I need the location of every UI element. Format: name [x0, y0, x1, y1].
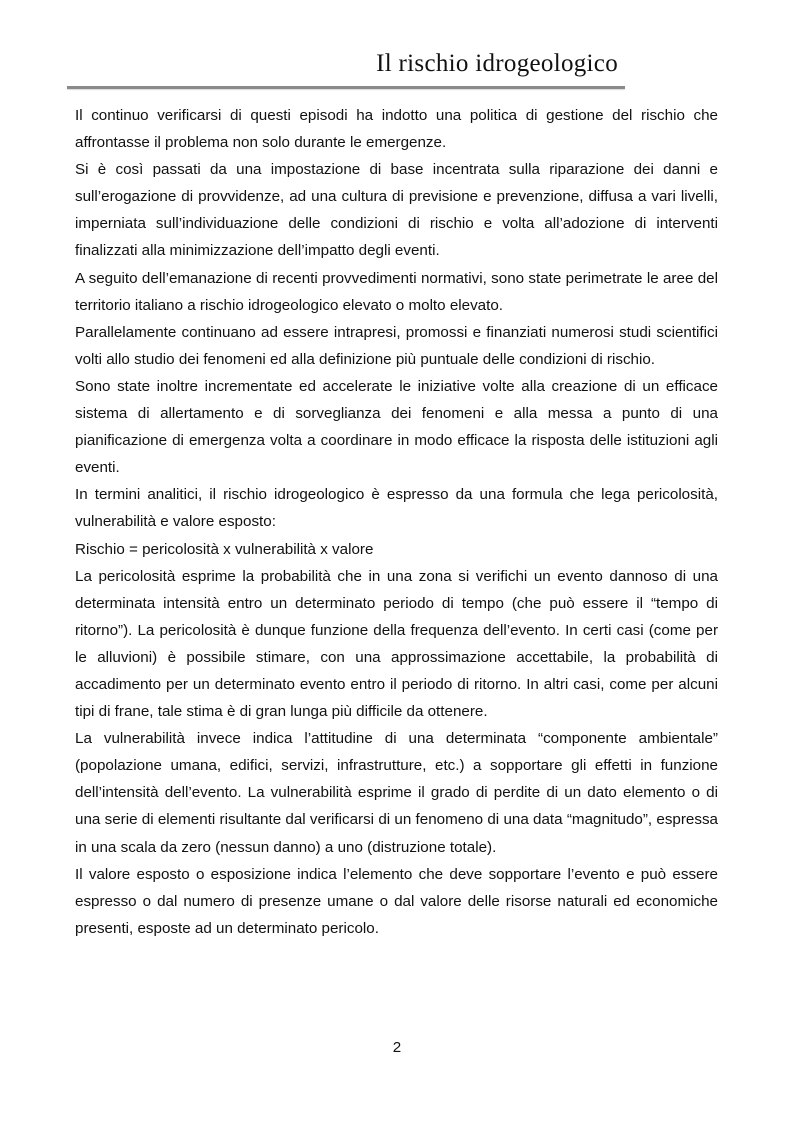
paragraph: A seguito dell’emanazione di recenti provvedimenti normativi, sono state perimetrate le aree del territorio italiano a rischio idrogeologico elevato o molto elevato.: [75, 269, 718, 314]
formula-line: Rischio = pericolosità x vulnerabilità x valore: [75, 540, 374, 558]
body-text: [75, 102, 718, 942]
paragraph: Si è così passati da una impostazione di base incentrata sulla riparazione dei danni e sull’erogazione di provvidenze, ad una cultura di previsione e prevenzione, diffusa a vari livelli, imperniata sull’individuazione delle condizioni di rischio e volta all’adozione di interventi finalizzati alla minimizzazione dell’impatto degli eventi.: [75, 161, 718, 260]
paragraph: Parallelamente continuano ad essere intrapresi, promossi e finanziati numerosi studi scientifici volti allo studio dei fenomeni ed alla definizione più puntuale delle condizioni di rischio.: [75, 323, 718, 368]
paragraph: In termini analitici, il rischio idrogeologico è espresso da una formula che lega pericolosità, vulnerabilità e valore esposto:: [75, 486, 718, 531]
paragraph: Sono state inoltre incrementate ed accelerate le iniziative volte alla creazione di un efficace sistema di allertamento e di sorveglianza dei fenomeni e alla messa a punto di una pianificazione di emergenza volta a coordinare in modo efficace la risposta delle istituzioni agli eventi.: [75, 377, 718, 477]
paragraph: Il continuo verificarsi di questi episodi ha indotto una politica di gestione del rischio che affrontasse il problema non solo durante le emergenze.: [75, 107, 718, 152]
header-divider: [67, 86, 625, 89]
paragraph: La pericolosità esprime la probabilità che in una zona si verifichi un evento dannoso di una determinata intensità entro un determinato periodo di tempo (che può essere il “tempo di ritorno”). La pericolosità è dunque funzione della frequenza dell’evento. In certi casi (come per le alluvioni) è possibile stimare, con una approssimazione accettabile, la probabilità di accadimento per un determinato evento entro il periodo di ritorno. In altri casi, come per alcuni tipi di frane, tale stima è di gran lunga più difficile da ottenere.: [75, 567, 718, 721]
page-header-title: Il rischio idrogeologico: [376, 50, 618, 77]
paragraph: La vulnerabilità invece indica l’attitudine di una determinata “componente ambientale” (popolazione umana, edifici, servizi, infrastrutture, etc.) a sopportare gli effetti in funzione dell’intensità dell’evento. La vulnerabilità esprime il grado di perdite di un dato elemento o di una serie di elementi risultante dal verificarsi di un fenomeno di una data “magnitudo”, espressa in una scala da zero (nessun danno) a uno (distruzione totale).: [75, 730, 718, 856]
paragraph: Il valore esposto o esposizione indica l’elemento che deve sopportare l’evento e può essere espresso o dal numero di presenze umane o dal valore delle risorse naturali ed economiche presenti, esposte ad un determinato pericolo.: [75, 865, 718, 937]
page-number: 2: [392, 1039, 402, 1056]
